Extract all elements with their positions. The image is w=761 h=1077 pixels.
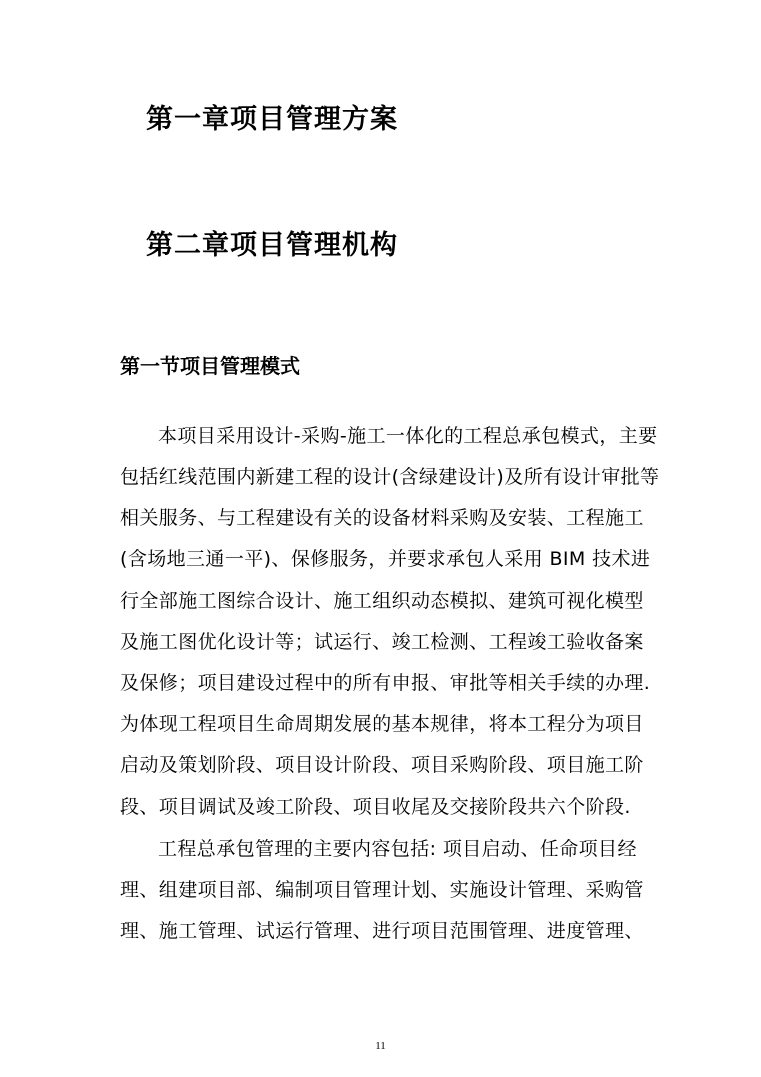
paragraph-line: 包括红线范围内新建工程的设计(含绿建设计)及所有设计审批等	[120, 466, 660, 488]
page-number: 11	[375, 1040, 386, 1052]
paragraph-line: 及施工图优化设计等；试运行、竣工检测、工程竣工验收备案	[120, 631, 644, 653]
paragraph-line: 段、项目调试及竣工阶段、项目收尾及交接阶段共六个阶段.	[120, 796, 631, 818]
paragraph-line: 为体现工程项目生命周期发展的基本规律，将本工程分为项目	[120, 713, 644, 735]
chapter-2-title: 第二章项目管理机构	[146, 230, 398, 261]
paragraph-line: 启动及策划阶段、项目设计阶段、项目采购阶段、项目施工阶	[120, 754, 644, 776]
paragraph-line: 理、施工管理、试运行管理、进行项目范围管理、进度管理、	[120, 920, 644, 942]
paragraph-line: 相关服务、与工程建设有关的设备材料采购及安装、工程施工	[120, 507, 644, 529]
paragraph-line: (含场地三通一平)、保修服务，并要求承包人采用 BIM 技术进	[120, 548, 651, 570]
section-title: 第一节项目管理模式	[120, 354, 300, 378]
paragraph-line: 理、组建项目部、编制项目管理计划、实施设计管理、采购管	[120, 879, 644, 901]
chapter-1-title: 第一章项目管理方案	[146, 104, 398, 135]
paragraph-line: 及保修；项目建设过程中的所有申报、审批等相关手续的办理.	[120, 672, 651, 694]
paragraph-line: 工程总承包管理的主要内容包括: 项目启动、任命项目经	[158, 838, 637, 860]
paragraph-line: 本项目采用设计-采购-施工一体化的工程总承包模式，主要	[158, 425, 658, 447]
paragraph-line: 行全部施工图综合设计、施工组织动态模拟、建筑可视化模型	[120, 590, 644, 612]
